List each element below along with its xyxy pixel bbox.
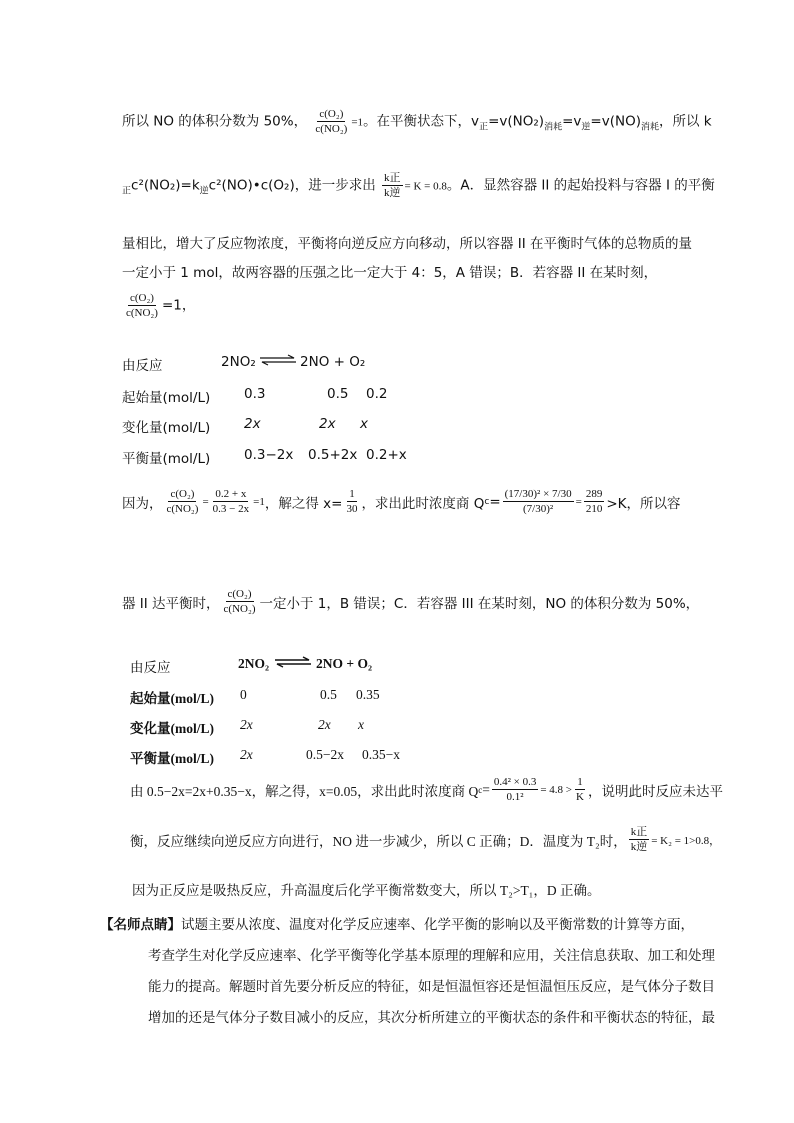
text: ，所以 k [658, 113, 712, 130]
equilibrium-arrow-icon [274, 656, 312, 672]
inverse-k-fraction [574, 776, 586, 803]
fraction-denominator: 0.3 − 2x [212, 503, 250, 516]
paragraph-line-7 [122, 588, 699, 615]
fraction-numerator: c(O₂) [168, 488, 196, 502]
row-label: 变化量(mol/L) [130, 721, 214, 736]
subscript: c [478, 784, 483, 795]
expression-fraction [211, 488, 251, 515]
paragraph-line-5 [122, 292, 195, 319]
tip-tag: 【名师点睛】 [100, 917, 181, 933]
fraction-numerator: 1 [347, 488, 357, 502]
fraction-numerator: 289 [584, 488, 605, 502]
text: = [482, 781, 490, 797]
products: 2NO + O₂ [300, 354, 366, 370]
fraction-denominator: k逆 [630, 841, 648, 854]
text: c²(NO₂)=k [131, 177, 200, 194]
text: 一定小于 1，B 错误；C．若容器 III 在某时刻，NO 的体积分数为 50%， [259, 595, 700, 612]
row-label: 起始量(mol/L) [122, 390, 211, 406]
row-label: 起始量(mol/L) [130, 691, 214, 706]
table-cell: 0.5−2x [306, 747, 344, 762]
ratio-fraction [124, 292, 160, 319]
fraction-denominator: c(NO₂) [126, 307, 158, 320]
fraction-numerator: 0.4² × 0.3 [492, 776, 539, 790]
subscript: c [484, 496, 490, 507]
x-value-fraction [344, 488, 359, 515]
equilibrium-arrow-icon [259, 354, 297, 370]
table-cell: 0.5 [327, 386, 349, 402]
text: =v(NO₂) [488, 113, 545, 130]
table-cell: 0.2 [366, 386, 388, 402]
fraction-denominator: c(NO₂) [223, 603, 256, 616]
fraction-denominator: 0.1² [506, 791, 524, 804]
tip-line-3: 能力的提高。解题时首先要分析反应的特征，如是恒温恒容还是恒温恒压反应，是气体分子数目 [148, 979, 715, 995]
table-heading: 由反应 [122, 358, 163, 374]
text: 器 II 达平衡时， [122, 595, 220, 612]
text: =v [562, 113, 582, 130]
products: 2NO + O₂ [316, 656, 372, 671]
result-fraction [584, 488, 605, 515]
table-cell: 0.2+x [366, 447, 407, 463]
equation-rhs: = K = 0.8 [404, 180, 447, 193]
subscript: 消耗 [640, 122, 659, 133]
subscript: 逆 [581, 122, 591, 133]
equals-sign: = [575, 495, 582, 508]
subscript: 正 [122, 186, 132, 197]
fraction-numerator: k正 [382, 172, 403, 186]
fraction-denominator: K [576, 791, 584, 804]
ratio-fraction [222, 588, 258, 615]
table-cell: 0.35−x [362, 747, 400, 762]
table-cell: 0.35 [356, 687, 380, 702]
fraction-denominator: 210 [585, 503, 603, 516]
numerator-term: (17/30)² [504, 488, 541, 500]
table-cell: x [360, 416, 368, 432]
table-cell: 2x [319, 416, 336, 432]
times-sign: × [543, 488, 550, 500]
table-cell: 2x [240, 717, 253, 732]
paragraph-line-1 [122, 108, 712, 135]
text: =v(NO) [590, 113, 641, 130]
text: >K，所以容 [606, 495, 681, 512]
text: 试题主要从浓度、温度对化学反应速率、化学平衡的影响以及平衡常数的计算等方面， [181, 917, 694, 933]
text: 。A．显然容器 II 的起始投料与容器 I 的平衡 [446, 177, 715, 194]
text: 所以 NO 的体积分数为 50%， [122, 113, 308, 130]
text: ，解之得 x= [264, 495, 343, 512]
table-cell: 0.3−2x [244, 447, 294, 463]
fraction-numerator: 1 [575, 776, 585, 790]
table-cell: 2x [240, 747, 253, 762]
table-cell: 0.5+2x [308, 447, 358, 463]
table-cell: 2x [244, 416, 261, 432]
paragraph-line-8 [130, 776, 723, 803]
tip-line-2: 考查学生对化学反应速率、化学平衡等化学基本原理的理解和应用，关注信息获取、加工和处理 [148, 948, 715, 964]
table-cell: 0 [240, 687, 247, 702]
fraction-denominator: c(NO₂) [315, 123, 348, 136]
paragraph-line-2 [122, 172, 715, 199]
ratio-fraction [313, 108, 349, 135]
fraction-denominator: c(NO₂) [166, 503, 199, 516]
paragraph-line-6 [122, 488, 680, 515]
fraction-numerator: k正 [629, 826, 650, 840]
fraction-numerator: 0.2 + x [213, 488, 248, 502]
table-cell: x [358, 717, 364, 732]
paragraph-line-9 [130, 826, 720, 853]
reaction-quotient-fraction [492, 776, 539, 803]
subscript: 正 [479, 122, 489, 133]
rate-constant-fraction [382, 172, 403, 199]
rate-constant-fraction [629, 826, 650, 853]
row-label: 平衡量(mol/L) [122, 451, 211, 467]
text: ，说明此时反应未达平 [587, 783, 723, 799]
ratio-fraction [165, 488, 201, 515]
paragraph-line-4: 一定小于 1 mol，故两容器的压强之比一定大于 4：5，A 错误；B．若容器 II 在某时刻， [122, 265, 658, 281]
equation-rhs: =1， [161, 297, 196, 314]
numerator-term: 7/30 [552, 488, 572, 500]
text: ，求出此时浓度商 Q [361, 495, 485, 512]
fraction-numerator: c(O₂) [226, 588, 254, 602]
text: 由 0.5−2x=2x+0.35−x，解之得，x=0.05，求出此时浓度商 Q [130, 783, 479, 799]
equation-rhs: =1 [351, 116, 364, 129]
row-label: 变化量(mol/L) [122, 420, 211, 436]
fraction-numerator: c(O₂) [128, 292, 156, 306]
table-cell: 0.5 [320, 687, 337, 702]
fraction-denominator: (7/30)² [523, 503, 554, 516]
text: 因为， [122, 495, 163, 512]
text: c²(NO)•c(O₂)，进一步求出 [208, 177, 376, 194]
table-cell: 0.3 [244, 386, 266, 402]
equation-rhs: = 4.8 > [540, 783, 573, 796]
fraction-denominator: 30 [346, 503, 358, 516]
equation-rhs: =1 [253, 495, 265, 508]
fraction-denominator: k逆 [384, 187, 401, 200]
subscript: 逆 [199, 186, 209, 197]
equals-sign: = [202, 495, 209, 508]
tip-line-1 [100, 913, 694, 933]
equation-rhs: = K₂ = 1>0.8， [651, 834, 721, 847]
subscript: 消耗 [544, 122, 563, 133]
text: 衡，反应继续向逆反应方向进行，NO 进一步减少，所以 C 正确；D．温度为 T₂时， [130, 833, 627, 849]
paragraph-line-3: 量相比，增大了反应物浓度，平衡将向逆反应方向移动，所以容器 II 在平衡时气体的总物质的量 [122, 236, 693, 252]
row-label: 平衡量(mol/L) [130, 751, 214, 766]
fraction-numerator [503, 488, 574, 502]
paragraph-line-10: 因为正反应是吸热反应，升高温度后化学平衡常数变大，所以 T₂>T₁，D 正确。 [132, 883, 601, 898]
fraction-numerator: c(O₂) [317, 108, 345, 122]
text: = [489, 493, 501, 510]
reactant: 2NO₂ [221, 354, 256, 370]
text: 。在平衡状态下，v [363, 113, 480, 130]
reactant: 2NO₂ [238, 656, 270, 671]
table-heading: 由反应 [130, 660, 171, 675]
reaction-quotient-fraction [503, 488, 574, 515]
tip-line-4: 增加的还是气体分子数目减小的反应，其次分析所建立的平衡状态的条件和平衡状态的特征，最 [148, 1010, 715, 1026]
table-cell: 2x [318, 717, 331, 732]
